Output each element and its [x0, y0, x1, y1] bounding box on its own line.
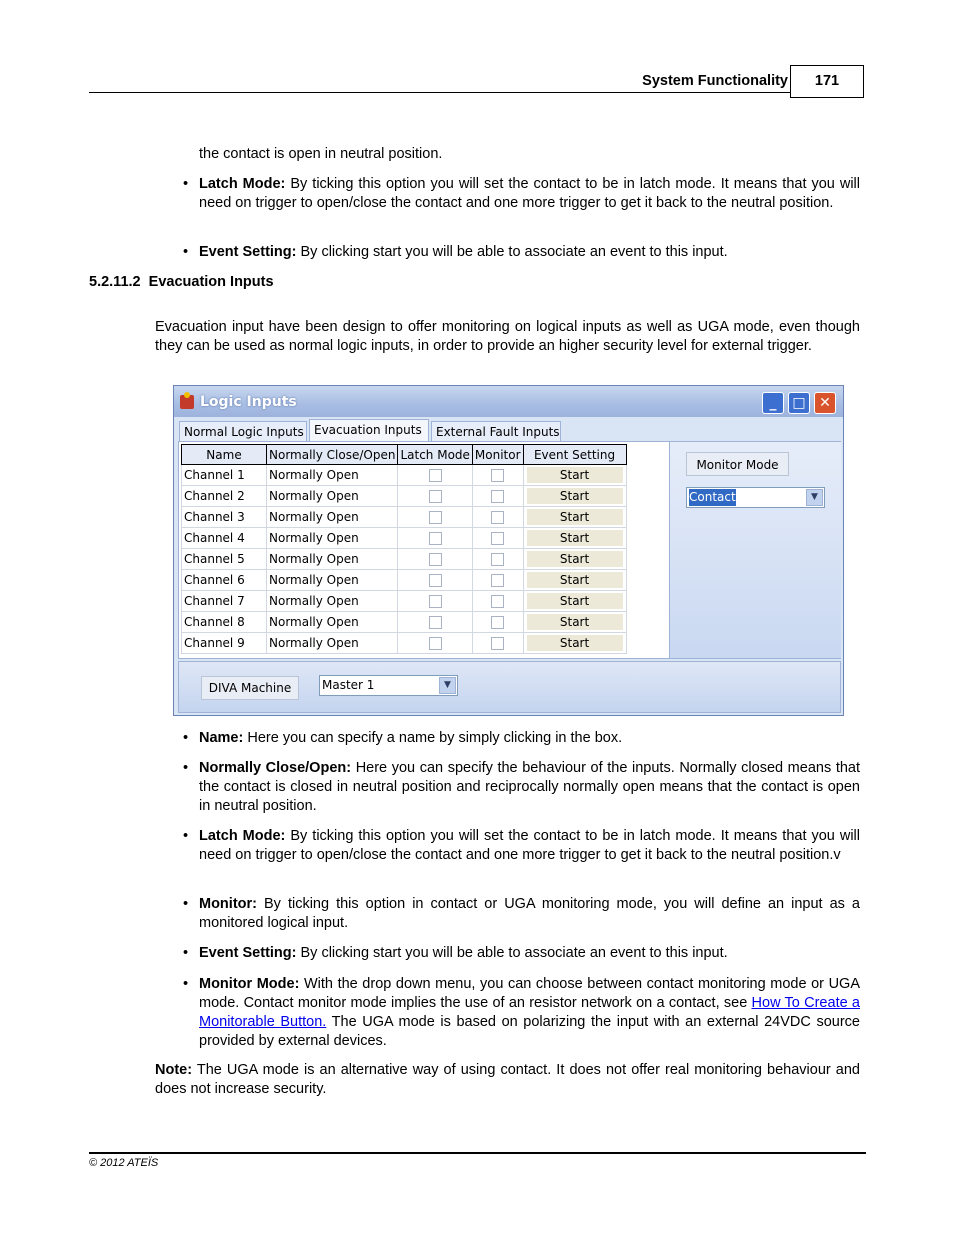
- channel-name-cell[interactable]: Channel 6: [182, 570, 267, 591]
- col-latch: Latch Mode: [398, 445, 472, 465]
- table-row: [182, 486, 627, 507]
- start-button[interactable]: Start: [526, 487, 624, 505]
- bullet-latch-mode-top: • Latch Mode: By ticking this option you will set the contact to be in latch mode. It means that you will need on trigger to open/close the contact and one more trigger to get it back to the neutral position.: [183, 176, 860, 211]
- diva-machine-button[interactable]: DIVA Machine: [201, 676, 299, 700]
- table-row: [182, 633, 627, 654]
- bottom-bar: [178, 661, 841, 713]
- table-row: [182, 591, 627, 612]
- normally-open-close-cell[interactable]: Normally Open: [267, 549, 398, 570]
- table-row: [182, 465, 627, 486]
- start-button[interactable]: Start: [526, 550, 624, 568]
- table-row: [182, 612, 627, 633]
- window-title: Logic Inputs: [200, 394, 297, 410]
- latch-mode-checkbox[interactable]: [429, 511, 442, 524]
- latch-mode-checkbox-cell: [398, 507, 472, 528]
- monitor-checkbox[interactable]: [491, 532, 504, 545]
- start-button[interactable]: Start: [526, 634, 624, 652]
- header-rule: [89, 92, 791, 93]
- normally-open-close-cell[interactable]: Normally Open: [267, 486, 398, 507]
- minimize-button[interactable]: _: [762, 392, 784, 414]
- normally-open-close-cell[interactable]: Normally Open: [267, 507, 398, 528]
- bullet-name: • Name: Here you can specify a name by simply clicking in the box.: [183, 730, 623, 746]
- channel-name-cell[interactable]: Channel 4: [182, 528, 267, 549]
- monitorable-button-link[interactable]: How To Create a Monitorable Button.: [199, 995, 860, 1030]
- bullet-monitor: • Monitor: By ticking this option in contact or UGA monitoring mode, you will define an input as a monitored logical input.: [183, 896, 860, 931]
- start-button[interactable]: Start: [526, 592, 624, 610]
- monitor-checkbox[interactable]: [491, 637, 504, 650]
- monitor-checkbox[interactable]: [491, 511, 504, 524]
- channel-name-cell[interactable]: Channel 8: [182, 612, 267, 633]
- event-setting-cell: [523, 549, 626, 570]
- window-titlebar[interactable]: [174, 386, 843, 417]
- latch-mode-checkbox-cell: [398, 633, 472, 654]
- latch-mode-checkbox-cell: [398, 612, 472, 633]
- latch-mode-checkbox[interactable]: [429, 553, 442, 566]
- latch-mode-checkbox-cell: [398, 465, 472, 486]
- maximize-button[interactable]: □: [788, 392, 810, 414]
- event-setting-cell: [523, 486, 626, 507]
- col-name: Name: [182, 445, 267, 465]
- monitor-checkbox[interactable]: [491, 469, 504, 482]
- monitor-checkbox-cell: [472, 591, 523, 612]
- diva-machine-select[interactable]: [319, 675, 458, 696]
- table-row: [182, 570, 627, 591]
- monitor-checkbox-cell: [472, 486, 523, 507]
- event-setting-cell: [523, 528, 626, 549]
- inputs-table: [181, 444, 627, 654]
- channel-name-cell[interactable]: Channel 1: [182, 465, 267, 486]
- normally-open-close-cell[interactable]: Normally Open: [267, 528, 398, 549]
- event-setting-cell: [523, 612, 626, 633]
- monitor-checkbox[interactable]: [491, 490, 504, 503]
- latch-mode-checkbox[interactable]: [429, 490, 442, 503]
- bullet-monitor-mode: • Monitor Mode: With the drop down menu, you can choose between contact monitoring mode or UGA mode. Contact monitor mode implies the use of an resistor network on a contact, see How To Create a Monitorable Button. The UGA mode is based on polarizing the input with an external 24VDC source provided by external devices.: [183, 976, 860, 1049]
- monitor-checkbox[interactable]: [491, 553, 504, 566]
- bullet-normally: • Normally Close/Open: Here you can specify the behaviour of the inputs. Normally closed means that the contact is closed in neutral position and reciprocally normally open means that the contact is open in neutral position.: [183, 760, 860, 814]
- monitor-checkbox-cell: [472, 528, 523, 549]
- monitor-mode-button[interactable]: Monitor Mode: [686, 452, 789, 476]
- close-button[interactable]: ✕: [814, 392, 836, 414]
- col-monitor: Monitor: [472, 445, 523, 465]
- monitor-mode-select[interactable]: [686, 487, 825, 508]
- table-row: [182, 528, 627, 549]
- normally-open-close-cell[interactable]: Normally Open: [267, 612, 398, 633]
- monitor-checkbox-cell: [472, 570, 523, 591]
- col-normally: Normally Close/Open: [267, 445, 398, 465]
- event-setting-cell: [523, 507, 626, 528]
- latch-mode-checkbox[interactable]: [429, 616, 442, 629]
- bullet-latch-mode: • Latch Mode: By ticking this option you will set the contact to be in latch mode. It means that you will need on trigger to open/close the contact and one more trigger to get it back to the neutral position.v: [183, 828, 860, 863]
- normally-open-close-cell[interactable]: Normally Open: [267, 591, 398, 612]
- section-paragraph: Evacuation input have been design to offer monitoring on logical inputs as well as UGA mode, even though they can be used as normal logic inputs, in order to provide an higher security level for external trigger.: [155, 319, 860, 354]
- start-button[interactable]: Start: [526, 613, 624, 631]
- section-heading: 5.2.11.2 Evacuation Inputs: [89, 274, 274, 290]
- bullet-event-setting-top: • Event Setting: By clicking start you will be able to associate an event to this input.: [183, 244, 728, 260]
- start-button[interactable]: Start: [526, 508, 624, 526]
- table-row: [182, 549, 627, 570]
- channel-name-cell[interactable]: Channel 3: [182, 507, 267, 528]
- app-icon: [180, 395, 194, 409]
- start-button[interactable]: Start: [526, 529, 624, 547]
- normally-open-close-cell[interactable]: Normally Open: [267, 633, 398, 654]
- latch-mode-checkbox[interactable]: [429, 469, 442, 482]
- bullet-event-setting: • Event Setting: By clicking start you will be able to associate an event to this input.: [183, 945, 728, 961]
- latch-mode-checkbox-cell: [398, 591, 472, 612]
- monitor-checkbox[interactable]: [491, 595, 504, 608]
- intro-continuation: the contact is open in neutral position.: [199, 146, 443, 162]
- monitor-checkbox[interactable]: [491, 616, 504, 629]
- chevron-down-icon[interactable]: ▼: [806, 489, 823, 506]
- monitor-checkbox[interactable]: [491, 574, 504, 587]
- latch-mode-checkbox-cell: [398, 528, 472, 549]
- start-button[interactable]: Start: [526, 466, 624, 484]
- latch-mode-checkbox-cell: [398, 549, 472, 570]
- event-setting-cell: [523, 465, 626, 486]
- table-row: [182, 507, 627, 528]
- monitor-checkbox-cell: [472, 633, 523, 654]
- chevron-down-icon[interactable]: ▼: [439, 677, 456, 694]
- monitor-checkbox-cell: [472, 465, 523, 486]
- latch-mode-checkbox-cell: [398, 486, 472, 507]
- footer-rule: [89, 1152, 866, 1154]
- latch-mode-checkbox-cell: [398, 570, 472, 591]
- monitor-checkbox-cell: [472, 612, 523, 633]
- tab-evacuation-inputs[interactable]: Evacuation Inputs: [309, 419, 429, 441]
- monitor-pane: [669, 442, 841, 658]
- note-paragraph: Note: The UGA mode is an alternative way of using contact. It does not offer real monitoring behaviour and does not increase security.: [155, 1062, 860, 1097]
- channel-name-cell[interactable]: Channel 7: [182, 591, 267, 612]
- start-button[interactable]: Start: [526, 571, 624, 589]
- monitor-checkbox-cell: [472, 549, 523, 570]
- event-setting-cell: [523, 633, 626, 654]
- tab-external-fault-inputs[interactable]: External Fault Inputs: [431, 421, 561, 441]
- diva-machine-value: Master 1: [322, 678, 375, 692]
- channel-name-cell[interactable]: Channel 5: [182, 549, 267, 570]
- logic-inputs-window: [173, 385, 844, 716]
- tab-normal-logic-inputs[interactable]: Normal Logic Inputs: [179, 421, 307, 441]
- event-setting-cell: [523, 591, 626, 612]
- event-setting-cell: [523, 570, 626, 591]
- latch-mode-checkbox[interactable]: [429, 637, 442, 650]
- latch-mode-checkbox[interactable]: [429, 532, 442, 545]
- channel-name-cell[interactable]: Channel 9: [182, 633, 267, 654]
- col-event: Event Setting: [523, 445, 626, 465]
- normally-open-close-cell[interactable]: Normally Open: [267, 570, 398, 591]
- running-header-title: System Functionality: [642, 73, 788, 89]
- monitor-mode-value: Contact: [689, 490, 736, 504]
- channel-name-cell[interactable]: Channel 2: [182, 486, 267, 507]
- page-number: 171: [790, 65, 864, 98]
- latch-mode-checkbox[interactable]: [429, 574, 442, 587]
- copyright-footer: © 2012 ATEÏS: [89, 1157, 159, 1169]
- normally-open-close-cell[interactable]: Normally Open: [267, 465, 398, 486]
- evacuation-panel: [178, 441, 841, 659]
- latch-mode-checkbox[interactable]: [429, 595, 442, 608]
- monitor-checkbox-cell: [472, 507, 523, 528]
